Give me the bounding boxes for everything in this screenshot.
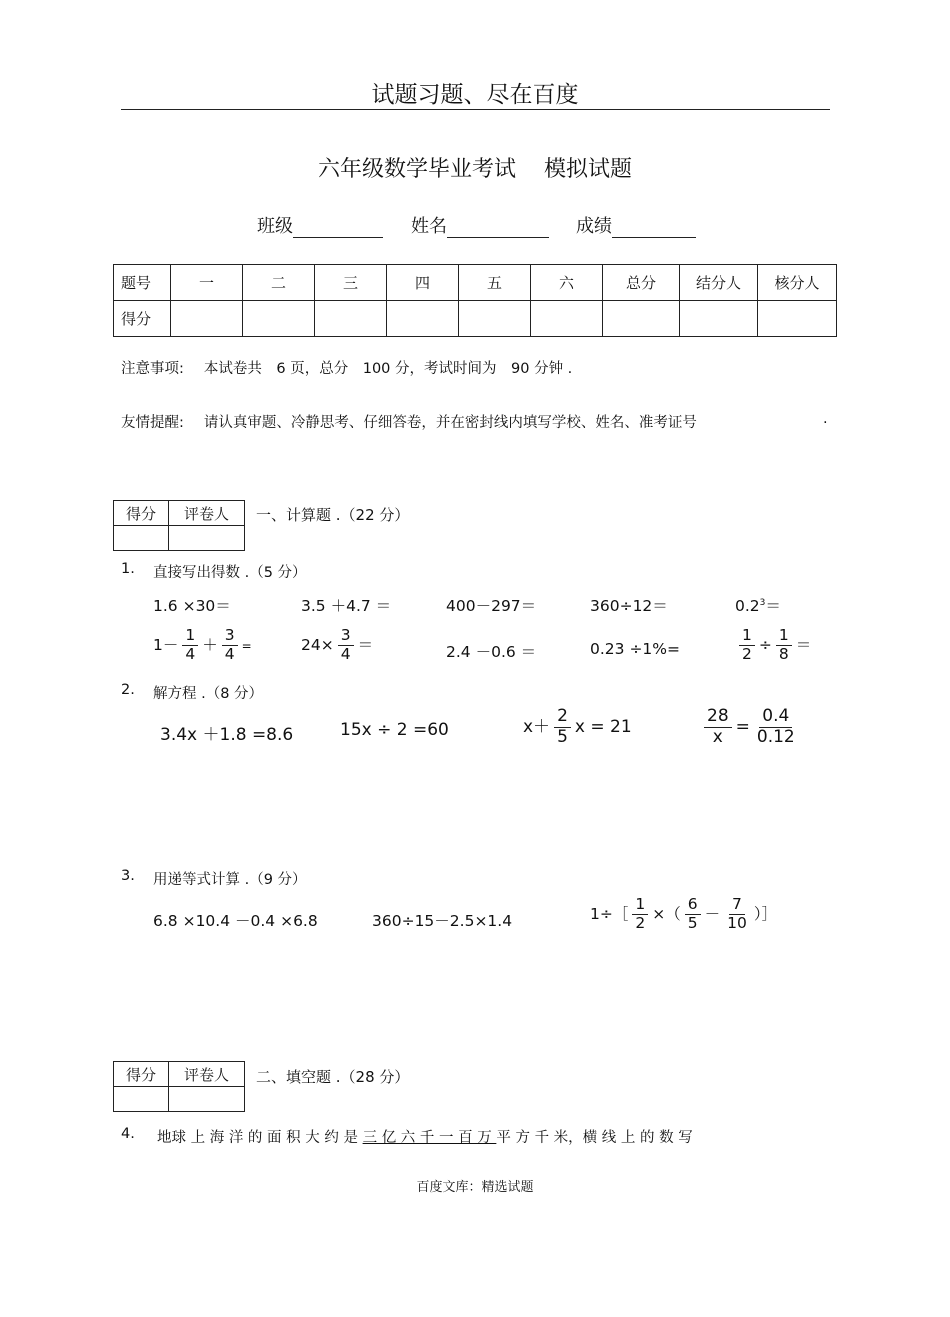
operator: ×（ <box>652 904 681 923</box>
notice-line <box>121 357 572 378</box>
power-exponent: 3 <box>759 597 766 608</box>
numerator: 1 <box>632 896 648 915</box>
numerator: 0.4 <box>759 707 792 728</box>
exam-title-main: 六年级数学毕业考试 <box>317 157 516 182</box>
score-cell[interactable] <box>171 301 243 337</box>
fraction <box>554 707 571 747</box>
q4-number: 4. <box>121 1126 135 1142</box>
power-base: 0.2 <box>735 597 760 615</box>
numerator: 1 <box>182 627 198 646</box>
score-header-cell: 五 <box>459 265 531 301</box>
grader-box-1 <box>113 500 245 551</box>
denominator: 5 <box>687 913 698 932</box>
denominator: 5 <box>557 726 568 747</box>
q1-expr: 2.4 －0.6 ＝ <box>446 643 537 661</box>
grader-name-label: 评卷人 <box>169 501 245 526</box>
expr-suffix: ）］ <box>753 904 778 923</box>
grader-score-label: 得分 <box>114 1062 169 1087</box>
q2-equation: 15x ÷ 2 =60 <box>340 720 449 740</box>
numerator: 3 <box>222 627 238 646</box>
fraction <box>724 896 750 933</box>
numerator: 6 <box>685 896 701 915</box>
denominator: 4 <box>340 644 351 663</box>
q1-expr-power <box>735 594 781 616</box>
q1-expr-fraction-product <box>301 627 373 664</box>
q1-expr: 400－297＝ <box>446 597 537 615</box>
equals-sign: = <box>241 638 252 653</box>
numerator: 3 <box>338 627 354 646</box>
score-cell[interactable] <box>243 301 315 337</box>
numerator: 2 <box>554 707 571 728</box>
score-header-cell: 结分人 <box>680 265 758 301</box>
expr-suffix: x = 21 <box>574 717 632 738</box>
q1-expr: 360÷12＝ <box>590 597 668 615</box>
reminder-label: 友情提醒: <box>121 415 184 431</box>
denominator: 8 <box>778 644 789 663</box>
equals-sign: ＝ <box>357 635 374 654</box>
name-label: 姓名 <box>411 216 447 237</box>
score-table-header-row <box>114 265 837 301</box>
operator: ＋ <box>202 635 218 654</box>
page-header: 试题习题、尽在百度 <box>371 82 579 108</box>
q3-expr: 360÷15－2.5×1.4 <box>372 912 513 930</box>
q3-title: 用递等式计算 .（9 分） <box>153 872 307 888</box>
score-header-cell: 三 <box>315 265 387 301</box>
expr-prefix: 1－ <box>153 635 179 654</box>
grader-name-cell[interactable] <box>169 1087 245 1112</box>
grader-name-label: 评卷人 <box>169 1062 245 1087</box>
operator: ÷ <box>758 635 772 654</box>
reminder-text: 请认真审题、冷静思考、仔细答卷，并在密封线内填写学校、姓名、准考证号 <box>203 415 697 431</box>
name-field <box>411 212 549 238</box>
equals-sign: ＝ <box>795 635 812 654</box>
notice-label: 注意事项: <box>121 361 184 377</box>
q1-expr: 0.23 ÷1%= <box>590 640 681 658</box>
score-cell[interactable] <box>315 301 387 337</box>
page-footer: 百度文库：精选试题 <box>416 1180 534 1195</box>
score-cell[interactable] <box>603 301 680 337</box>
q2-number: 2. <box>121 682 135 698</box>
score-cell[interactable] <box>680 301 758 337</box>
q1-expr-fraction-division <box>735 627 811 664</box>
q3-number: 3. <box>121 868 135 884</box>
grader-score-label: 得分 <box>114 501 169 526</box>
numerator: 28 <box>704 707 732 728</box>
q1-expr: 3.5 ＋4.7 ＝ <box>301 597 392 615</box>
q1-title: 直接写出得数 .（5 分） <box>153 565 307 581</box>
name-blank[interactable] <box>447 217 549 238</box>
q2-title: 解方程 .（8 分） <box>153 686 264 702</box>
fraction <box>739 627 755 664</box>
score-header-cell: 四 <box>387 265 459 301</box>
denominator: 4 <box>224 644 235 663</box>
q4-text-post: 平 方 千 米，横 线 上 的 数 写 <box>496 1130 693 1146</box>
q1-number: 1. <box>121 561 135 577</box>
fraction <box>222 627 238 664</box>
class-label: 班级 <box>257 216 293 237</box>
numerator: 1 <box>739 627 755 646</box>
q4-underlined-number: 三 亿 六 千 一 百 万 <box>362 1130 497 1146</box>
fraction <box>182 627 198 664</box>
grader-score-cell[interactable] <box>114 1087 169 1112</box>
denominator: 2 <box>635 913 646 932</box>
score-header-cell: 题号 <box>114 265 171 301</box>
q4-text-pre: 地球 上 海 洋 的 面 积 大 约 是 <box>157 1130 363 1146</box>
q1-expr-fraction-sum <box>153 627 252 664</box>
q4-text <box>157 1126 693 1147</box>
score-row-label: 得分 <box>114 301 171 337</box>
fraction <box>776 627 792 664</box>
class-blank[interactable] <box>293 217 383 238</box>
section1-title: 一、计算题 .（22 分） <box>256 506 410 524</box>
operator: － <box>704 904 721 923</box>
fraction <box>704 707 732 747</box>
denominator: 4 <box>185 644 196 663</box>
grader-score-cell[interactable] <box>114 526 169 551</box>
score-cell[interactable] <box>387 301 459 337</box>
score-table <box>113 264 837 337</box>
denominator: 0.12 <box>756 726 795 747</box>
exam-title <box>0 152 950 183</box>
section2-title: 二、填空题 .（28 分） <box>256 1068 410 1086</box>
denominator: x <box>712 726 723 747</box>
score-header-cell: 一 <box>171 265 243 301</box>
reminder-end: . <box>823 411 828 427</box>
fraction <box>685 896 701 933</box>
grader-name-cell[interactable] <box>169 526 245 551</box>
numerator: 1 <box>776 627 792 646</box>
q2-equation-fraction <box>523 707 632 747</box>
exam-title-sub: 模拟试题 <box>544 157 633 182</box>
score-header-cell: 六 <box>531 265 603 301</box>
equals-sign: ＝ <box>765 597 781 615</box>
grader-box-2 <box>113 1061 245 1112</box>
expr-prefix: 1÷［ <box>590 904 629 923</box>
score-header-cell: 二 <box>243 265 315 301</box>
equals-sign: = <box>735 717 750 738</box>
q2-equation-proportion <box>700 707 802 747</box>
header-divider <box>121 109 830 110</box>
grade-blank[interactable] <box>612 217 696 238</box>
grade-label: 成绩 <box>576 216 612 237</box>
numerator: 7 <box>729 896 745 915</box>
expr-prefix: x＋ <box>523 717 551 738</box>
q3-expr-fraction <box>590 896 777 933</box>
notice-text: 本试卷共 6 页，总分 100 分，考试时间为 90 分钟 . <box>203 361 573 377</box>
q1-expr: 1.6 ×30＝ <box>153 597 231 615</box>
q3-expr: 6.8 ×10.4 －0.4 ×6.8 <box>153 912 318 930</box>
class-field <box>257 212 383 238</box>
expr-prefix: 24× <box>301 635 334 654</box>
score-header-cell: 核分人 <box>758 265 837 301</box>
score-cell[interactable] <box>531 301 603 337</box>
denominator: 2 <box>742 644 752 663</box>
grade-field <box>576 212 696 238</box>
score-cell[interactable] <box>758 301 837 337</box>
fraction <box>632 896 648 933</box>
q2-equation: 3.4x ＋1.8 =8.6 <box>160 725 294 745</box>
score-header-cell: 总分 <box>603 265 680 301</box>
score-cell[interactable] <box>459 301 531 337</box>
reminder-line <box>121 411 697 432</box>
fraction <box>754 707 798 747</box>
score-table-score-row <box>114 301 837 337</box>
denominator: 10 <box>727 913 747 932</box>
fraction <box>338 627 354 664</box>
